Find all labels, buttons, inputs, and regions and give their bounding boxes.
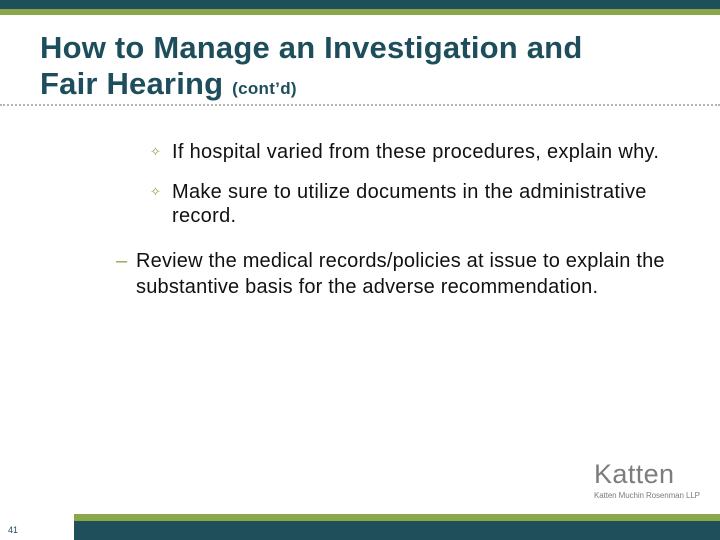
bullet-item: [150, 140, 710, 164]
bottom-accent-bar: [0, 514, 720, 521]
dash-item: [116, 248, 696, 300]
bullet-text: Make sure to utilize documents in the administrative record.: [172, 181, 647, 227]
dash-bullet-mark: –: [116, 250, 128, 272]
bullet-item: [150, 180, 710, 228]
top-bar: [0, 0, 720, 9]
diamond-arrow-bullet-icon: ✧: [150, 184, 162, 199]
title-divider: [0, 104, 720, 106]
slide-title: [40, 30, 700, 107]
logo-firm-name: Katten Muchin Rosenman LLP: [594, 491, 700, 500]
dash-item-text: Review the medical records/policies at issue to explain the substantive basis for the adverse recommendation.: [136, 250, 665, 298]
title-suffix: (cont’d): [232, 79, 297, 98]
bullet-text: If hospital varied from these procedures, explain why.: [172, 141, 660, 163]
katten-logo: [594, 460, 714, 501]
title-line-2: Fair Hearing: [40, 66, 224, 101]
logo-name: Katten: [594, 459, 675, 489]
diamond-arrow-bullet-icon: ✧: [150, 144, 162, 159]
top-accent-bar: [0, 9, 720, 15]
page-number: 41: [8, 525, 19, 535]
title-line-1: How to Manage an Investigation and: [40, 30, 583, 65]
bottom-bar: [0, 521, 720, 540]
